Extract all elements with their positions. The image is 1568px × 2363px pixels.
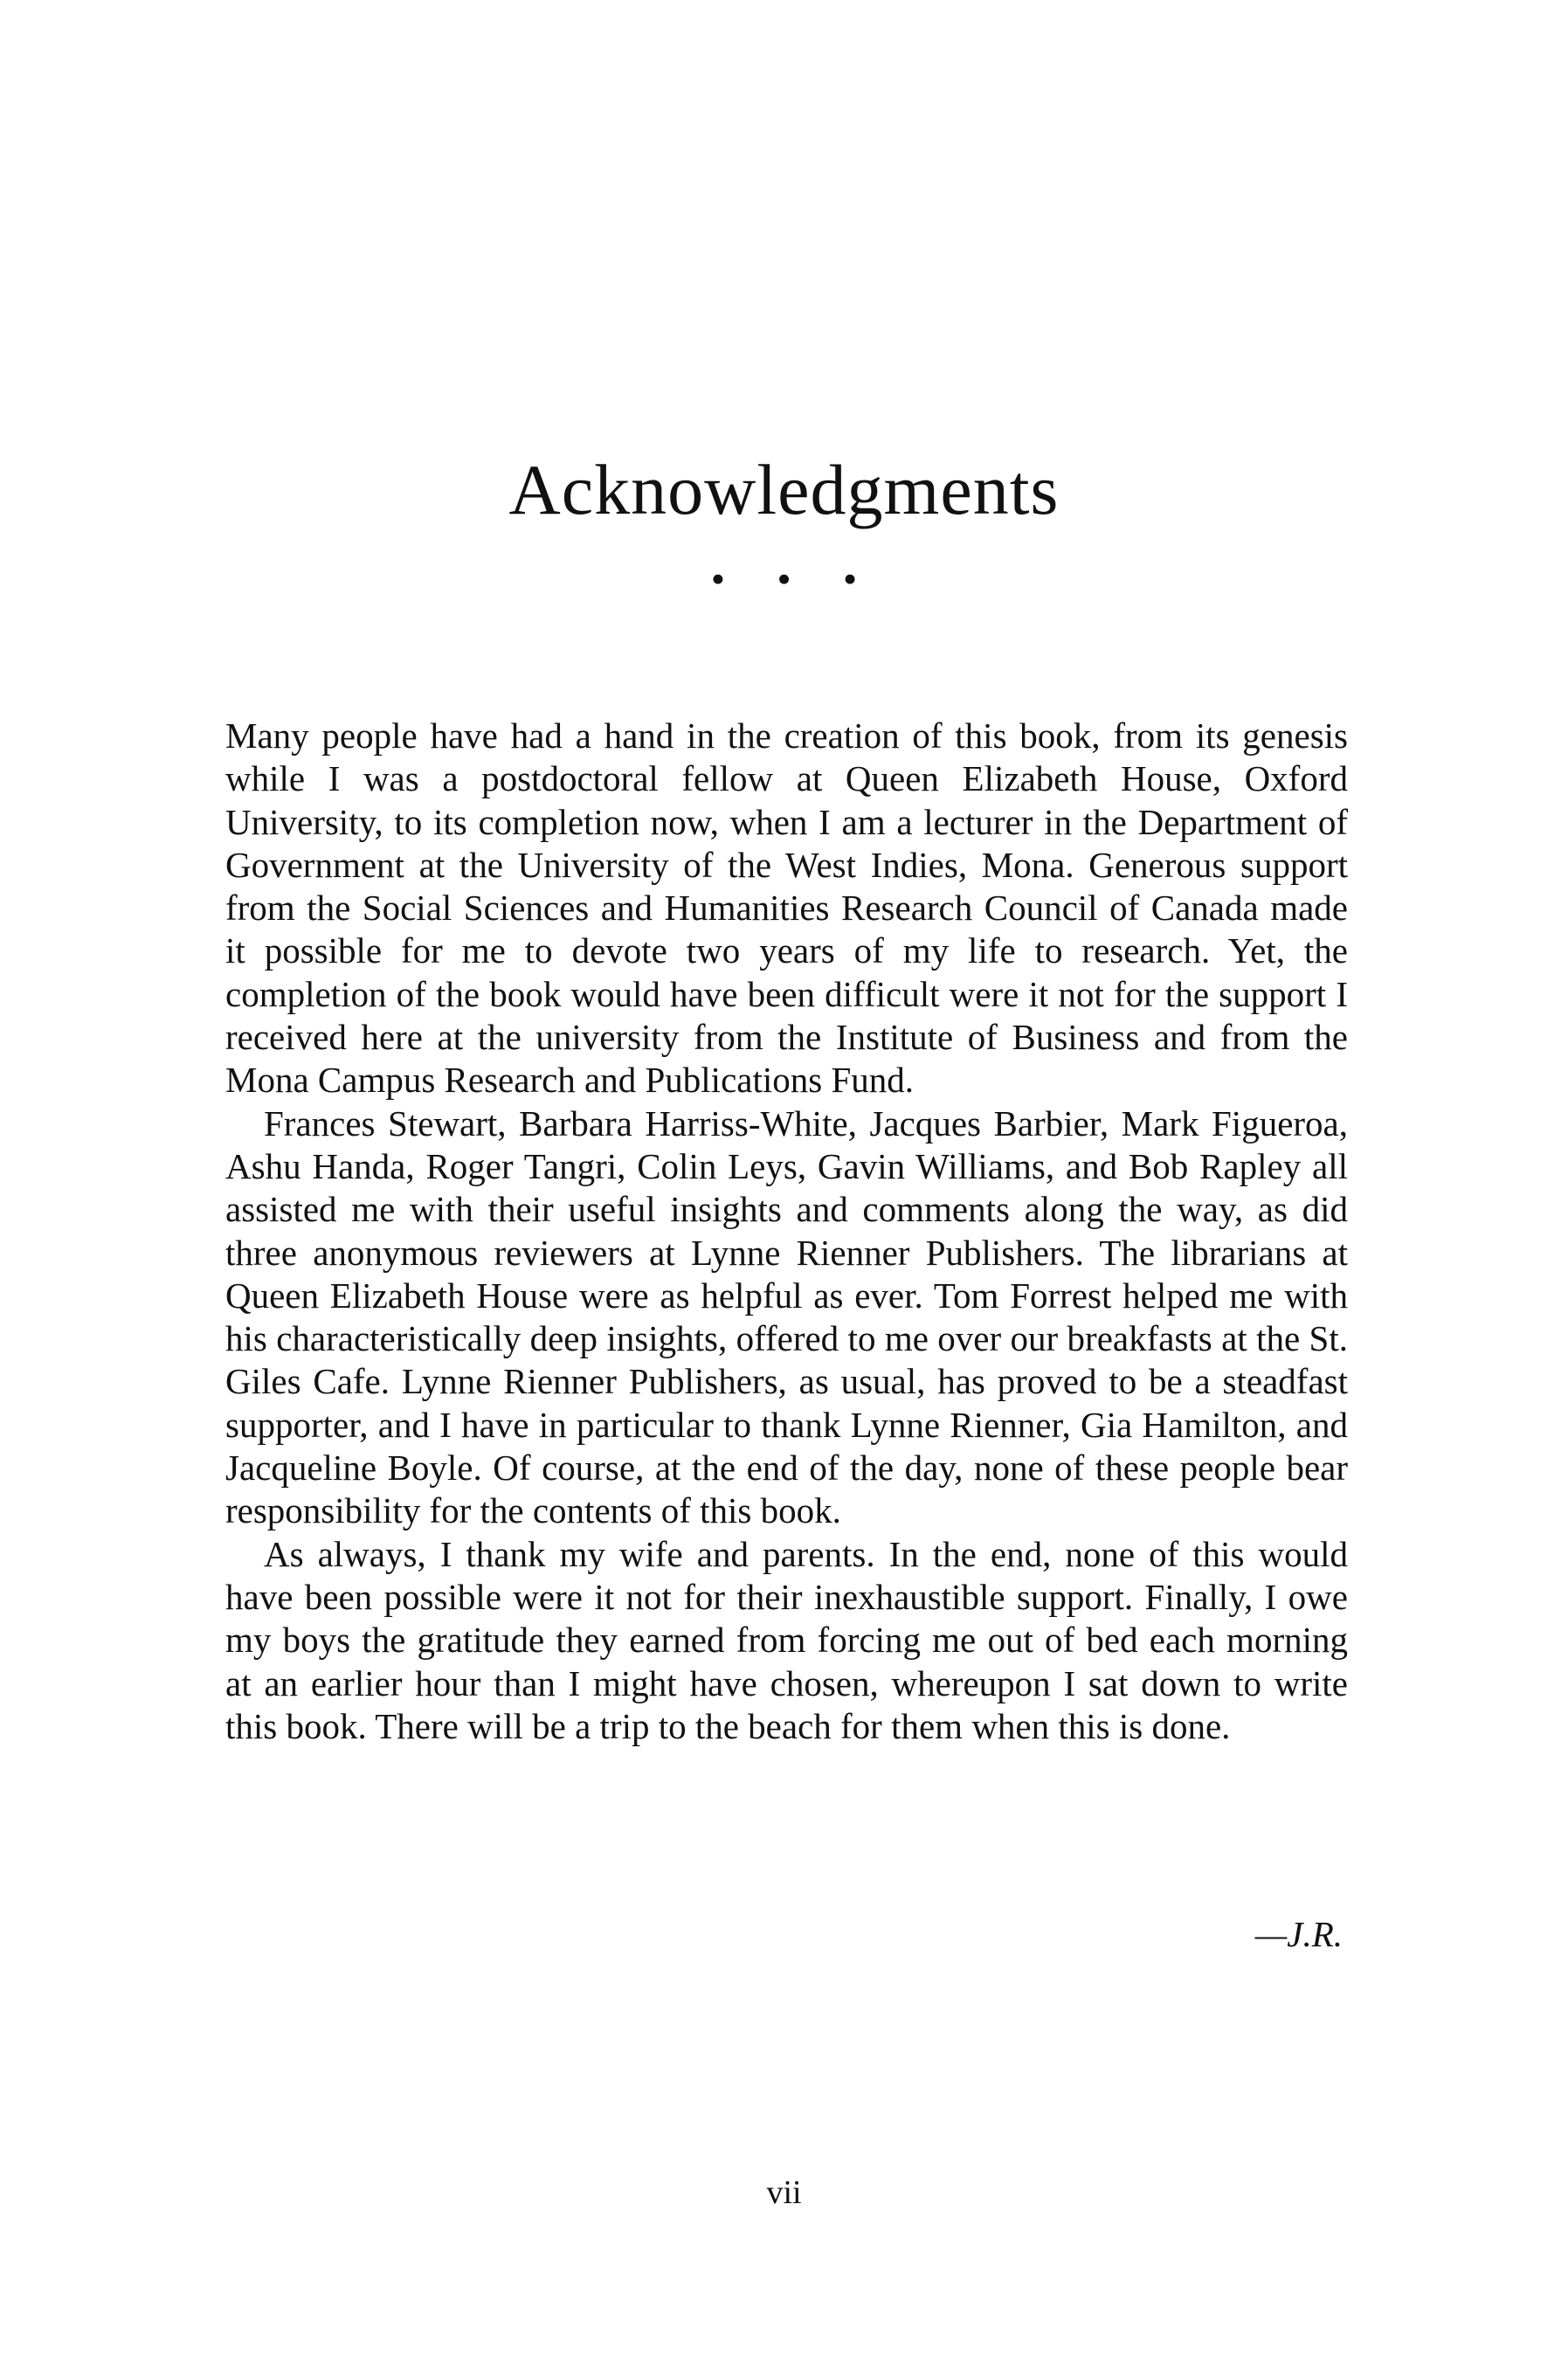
paragraph-2: Frances Stewart, Barbara Harriss-White, Jacques Barbier, Mark Figueroa, Ashu Handa, Roger Tangri, Colin Leys, Gavin Williams, and Bob Rapley all assisted me with their useful insights and comments along the way, as did three anonymous reviewers at Lynne Rienner Publishers. The librarians at Queen Elizabeth House were as helpful as ever. Tom Forrest helped me with his characteristically deep insights, offered to me over our breakfasts at the St. Giles Cafe. Lynne Rienner Publishers, as usual, has proved to be a steadfast supporter, and I have in particular to thank Lynne Rienner, Gia Hamilton, and Jacqueline Boyle. Of course, at the end of the day, none of these people bear responsibility for the contents of this book.: [225, 1102, 1348, 1531]
body-text: [225, 715, 1348, 1748]
signature: —J.R.: [1254, 1914, 1343, 1954]
ornament-dot: •: [710, 556, 725, 601]
ornament-dots: [0, 556, 1568, 601]
page-title: Acknowledgments: [508, 450, 1060, 529]
paragraph-3: As always, I thank my wife and parents. In the end, none of this would have been possible were it not for their inexhaustible support. Finally, I owe my boys the gratitude they earned from forcing me out of bed each morning at an earlier hour than I might have chosen, whereupon I sat down to write this book. There will be a trip to the beach for them when this is done.: [225, 1533, 1348, 1746]
page-number: vii: [766, 2174, 802, 2211]
ornament-dot: •: [843, 556, 858, 601]
paragraph-1: Many people have had a hand in the creation of this book, from its genesis while I was a postdoctoral fellow at Queen Elizabeth House, Oxford University, to its completion now, when I am a lecturer in the Department of Government at the University of the West Indies, Mona. Generous support from the Social Sciences and Humanities Research Council of Canada made it possible for me to devote two years of my life to research. Yet, the completion of the book would have been difficult were it not for the support I received here at the university from the Institute of Business and from the Mona Campus Research and Publications Fund.: [225, 715, 1348, 1101]
ornament-dot: •: [777, 556, 791, 601]
